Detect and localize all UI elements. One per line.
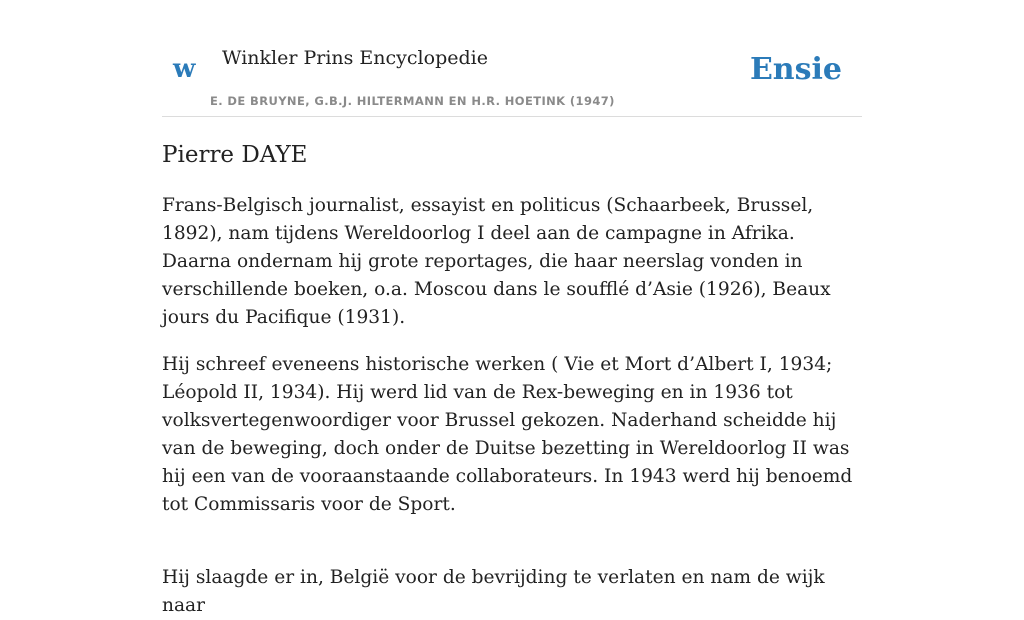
wp-logo[interactable]: w [173, 54, 196, 84]
article-paragraph-2: Hij schreef eveneens historische werken ( Vie et Mort d’Albert I, 1934; Léopold II, 1934). Hij werd lid van de Rex-beweging en in 1936 tot volksvertegenwoordiger voor Brussel gekozen. Naderhand scheidde hij van de beweging, doch onder de Duitse bezetting in Wereldoorlog II was hij een van de vooraanstaande collaborateurs. In 1943 werd hij benoemd tot Commissaris voor de Sport. [162, 354, 853, 515]
authors-line: E. DE BRUYNE, G.B.J. HILTERMANN EN H.R. HOETINK (1947) [210, 94, 615, 108]
article-title: Pierre DAYE [162, 142, 308, 168]
site-title[interactable]: Winkler Prins Encyclopedie [222, 47, 488, 69]
ensie-logo-link[interactable]: Ensie [749, 52, 842, 87]
article [162, 140, 862, 620]
article-paragraph-3: Hij slaagde er in, België voor de bevrijding te verlaten en nam de wijk naar [162, 567, 825, 616]
site-header [162, 0, 862, 117]
article-paragraph-1: Frans-Belgisch journalist, essayist en politicus (Schaarbeek, Brussel, 1892), nam tijdens Wereldoorlog I deel aan de campagne in Afrika. Daarna ondernam hij grote reportages, die haar neerslag vonden in verschillende boeken, o.a. Moscou dans le soufflé d’Asie (1926), Beaux jours du Pacifique (1931). [162, 195, 831, 328]
